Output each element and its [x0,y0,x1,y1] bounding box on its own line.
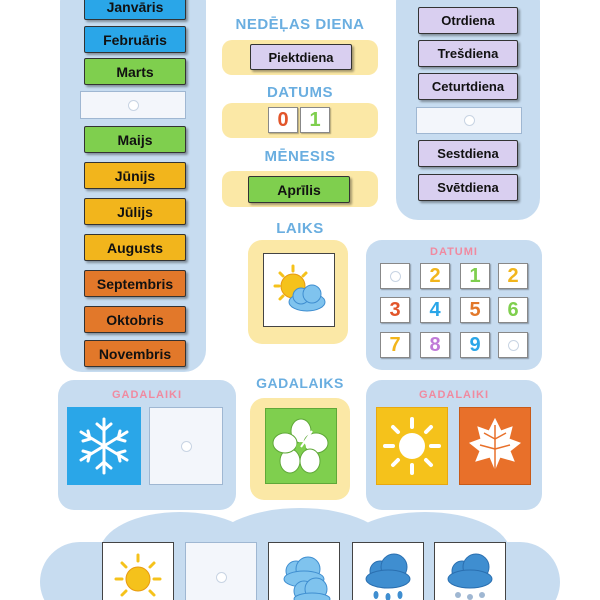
autumn-season-card[interactable] [459,407,531,485]
sun-icon [381,415,443,477]
date-digit-tile[interactable]: 7 [380,332,410,358]
cloudy-weather-card[interactable] [268,542,340,600]
autumn-leaf-icon [466,415,524,477]
weather-heading: LAIKS [276,220,324,237]
snowy-weather-card[interactable] [434,542,506,600]
date-digit-tile[interactable]: 6 [498,297,528,323]
date-digit-tile[interactable]: 4 [420,297,450,323]
month-card[interactable]: Septembris [84,270,186,297]
month-empty-slot[interactable] [80,91,186,119]
month-card[interactable]: Jūnijs [84,162,186,189]
month-card[interactable]: Jūlijs [84,198,186,225]
month-card[interactable]: Augusts [84,234,186,261]
rain-cloud-icon [358,549,418,600]
sunny-weather-card[interactable] [102,542,174,600]
dates-heading: DATUMI [430,246,478,258]
weekday-card[interactable]: Trešdiena [418,40,518,67]
month-card[interactable]: Janvāris [84,0,186,20]
empty-slot-dot [508,340,519,351]
month-card[interactable]: Oktobris [84,306,186,333]
weekday-card[interactable]: Otrdiena [418,7,518,34]
seasons-right-heading: GADALAIKI [418,389,490,401]
weekday-empty-slot[interactable] [416,107,522,134]
date-digit-tile[interactable]: 2 [498,263,528,289]
current-weekday-card[interactable]: Piektdiena [250,44,352,70]
summer-season-card[interactable] [376,407,448,485]
date-empty-slot[interactable] [498,332,528,358]
winter-season-card[interactable] [67,407,141,485]
date-digit-tile[interactable]: 9 [460,332,490,358]
date-digit-tile[interactable]: 5 [460,297,490,323]
current-season-card[interactable] [265,408,337,484]
date-empty-slot[interactable] [380,263,410,289]
date-digit-tile[interactable]: 8 [420,332,450,358]
month-card[interactable]: Novembris [84,340,186,367]
weekday-card[interactable]: Ceturtdiena [418,73,518,100]
snow-cloud-icon [440,549,500,600]
hibiscus-flower-icon [272,417,330,475]
empty-slot-dot [464,115,475,126]
weather-card[interactable] [263,253,335,327]
sun-icon [110,549,166,600]
weekday-card[interactable]: Svētdiena [418,174,518,201]
month-heading: MĒNESIS [264,148,336,165]
empty-slot-dot [390,271,401,282]
empty-slot-dot [181,441,192,452]
empty-slot-dot [128,100,139,111]
snowflake-icon [73,415,135,477]
top-heading-fragment [236,0,356,4]
month-card[interactable]: Februāris [84,26,186,53]
month-card[interactable]: Maijs [84,126,186,153]
weekday-card[interactable]: Sestdiena [418,140,518,167]
rainy-weather-card[interactable] [352,542,424,600]
date-digit-tens[interactable]: 0 [268,107,298,133]
date-digit-tile[interactable]: 1 [460,263,490,289]
empty-slot-dot [216,572,227,583]
current-month-card[interactable]: Aprīlis [248,176,350,203]
seasons-left-empty-slot[interactable] [149,407,223,485]
sun-behind-cloud-icon [267,262,331,318]
season-heading: GADALAIKS [256,375,344,391]
month-card[interactable]: Marts [84,58,186,85]
weather-empty-slot[interactable] [185,542,257,600]
date-digit-tile[interactable]: 2 [420,263,450,289]
clouds-icon [274,549,334,600]
weekday-heading: NEDĒĻAS DIENA [235,16,365,33]
date-heading: DATUMS [266,84,334,101]
seasons-left-heading: GADALAIKI [111,389,183,401]
date-digit-ones[interactable]: 1 [300,107,330,133]
date-digit-tile[interactable]: 3 [380,297,410,323]
